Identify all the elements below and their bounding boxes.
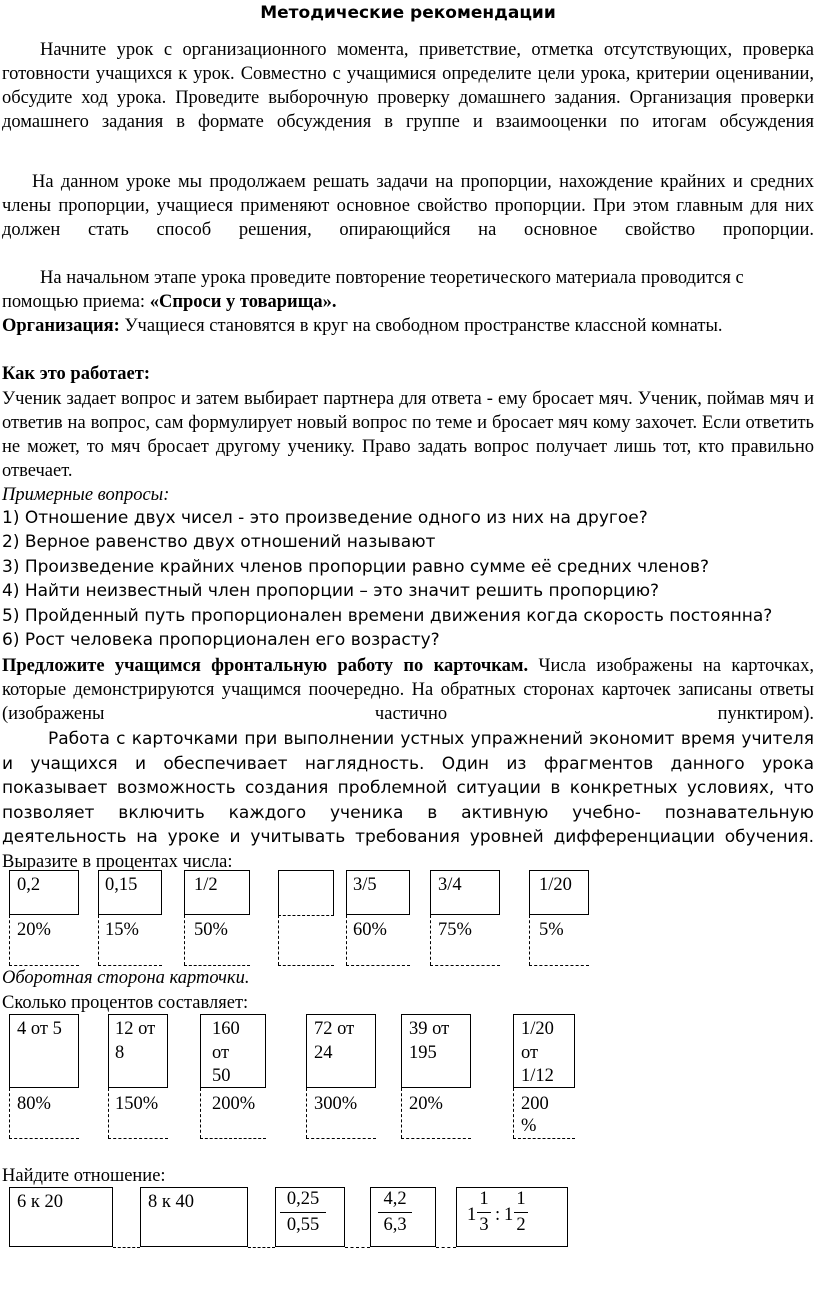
card-back-edge xyxy=(278,915,334,916)
card-back-text: 60% xyxy=(353,920,387,940)
card-front-text: 6 к 20 xyxy=(17,1192,63,1212)
fraction xyxy=(280,1189,326,1236)
mixed-number-whole: 1 xyxy=(504,1205,514,1225)
method-name: «Спроси у товарища». xyxy=(149,292,337,312)
card-back-text: 75% xyxy=(438,920,472,940)
fraction-denominator: 2 xyxy=(516,1215,526,1235)
card-back-edge xyxy=(513,1088,514,1138)
frontal-work-text: Числа изображены на карточках, которые демонстрируются учащимся поочередно. На обратных сторонах карточек записаны ответы (изображены частично пунктиром). xyxy=(2,656,814,724)
organization-paragraph xyxy=(2,314,814,338)
card-back-edge xyxy=(200,1088,201,1138)
card-front-text: 1/20 xyxy=(539,875,572,895)
card-front-text: 1/20 xyxy=(521,1019,554,1039)
card-back-edge xyxy=(108,1138,168,1139)
card-back-edge xyxy=(513,1138,575,1139)
card-front-text: 12 от xyxy=(115,1019,156,1039)
task1-label: Выразите в процентах числа: xyxy=(2,852,233,872)
card-back-edge xyxy=(9,915,10,965)
frontal-work-label: Предложите учащимся фронтальную работу по карточкам. xyxy=(2,656,529,676)
card-back-text: 50% xyxy=(194,920,228,940)
fraction-numerator: 0,25 xyxy=(286,1189,320,1209)
fraction-denominator: 6,3 xyxy=(383,1215,407,1235)
question-item: 5) Пройденный путь пропорционален времени движения когда скорость постоянна? xyxy=(2,606,773,626)
sample-questions-label: Примерные вопросы: xyxy=(2,485,170,505)
card-back-text: 200 xyxy=(521,1094,549,1114)
fraction xyxy=(477,1189,491,1236)
question-item: 1) Отношение двух чисел - это произведение одного из них на другое? xyxy=(2,508,648,528)
intro-paragraph: Начните урок с организационного момента, приветствие, отметка отсутствующих, проверка готовности учащихся к урок. Совместно с учащимися определите цели урока, критерии оценивании, обсудите ход урока. Проведите выборочную проверку домашнего задания. Организация проверки домашнего задания в формате обсуждения в группе и взаимооценки по итогам обсуждения xyxy=(2,40,814,132)
card-back-edge xyxy=(200,1138,266,1139)
card-back-edge xyxy=(108,1088,109,1138)
card-back-edge xyxy=(345,1247,370,1248)
card-back-edge xyxy=(430,915,431,965)
card-front-text: 8 xyxy=(115,1043,125,1063)
card-back-text: 5% xyxy=(539,920,564,940)
card-back-edge xyxy=(346,915,347,965)
card-front-text: 1/2 xyxy=(194,875,218,895)
card-back-edge xyxy=(306,1088,307,1138)
fraction-numerator: 4,2 xyxy=(383,1189,407,1209)
card-front-text: от xyxy=(521,1043,539,1063)
card-back-text: 20% xyxy=(409,1094,443,1114)
how-paragraph: Ученик задает вопрос и затем выбирает партнера для ответа - ему бросает мяч. Ученик, поймав мяч и ответив на вопрос, сам формулирует новый вопрос по теме и бросает мяч кому захочет. Если ответить не может, то мяч бросает другому ученику. Право задать вопрос получает лишь тот, кто правильно отвечает. xyxy=(2,389,814,481)
how-label: Как это работает: xyxy=(2,364,150,384)
proportion-paragraph: На данном уроке мы продолжаем решать задачи на пропорции, нахождение крайних и средних члены пропорции, учащиеся применяют основное свойство пропорции. При этом главным для них должен стать способ решения, опирающийся на основное свойство пропорции. xyxy=(2,172,814,240)
card-front-text: 50 xyxy=(212,1066,231,1086)
card-back-edge xyxy=(436,1247,456,1248)
fraction-bar xyxy=(378,1212,412,1213)
card-front-text: 3/5 xyxy=(353,875,377,895)
card-back-text: 15% xyxy=(105,920,139,940)
organization-label: Организация: xyxy=(2,316,120,336)
card-back-edge xyxy=(278,915,279,965)
card-front-text: 1/12 xyxy=(521,1066,554,1086)
page-title: Методические рекомендации xyxy=(260,3,556,23)
card-front-text: 72 от xyxy=(314,1019,355,1039)
card-back-edge xyxy=(9,1088,10,1138)
task3-label: Найдите отношение: xyxy=(2,1166,166,1186)
frontal-work-paragraph xyxy=(2,654,814,726)
card-back-text: 300% xyxy=(314,1094,358,1114)
fraction-denominator: 0,55 xyxy=(286,1215,320,1235)
card-front xyxy=(278,870,334,915)
card-back-text: % xyxy=(521,1116,537,1136)
card-back-edge xyxy=(401,1138,471,1139)
fraction xyxy=(378,1189,412,1236)
card-front-text: 4 от 5 xyxy=(17,1019,62,1039)
fraction-numerator: 1 xyxy=(479,1189,489,1209)
ratio-separator: : xyxy=(495,1205,501,1225)
card-back-text: 150% xyxy=(115,1094,159,1114)
task2-label: Сколько процентов составляет: xyxy=(2,993,249,1013)
card-back-edge xyxy=(401,1088,402,1138)
card-back-edge xyxy=(184,915,185,965)
fraction-bar xyxy=(280,1212,326,1213)
card-front-text: 24 xyxy=(314,1043,333,1063)
fraction-numerator: 1 xyxy=(516,1189,526,1209)
card-front-text: от xyxy=(212,1043,230,1063)
question-item: 2) Верное равенство двух отношений называют xyxy=(2,532,436,552)
card-back-edge xyxy=(529,915,530,965)
question-item: 6) Рост человека пропорционален его возрасту? xyxy=(2,630,440,650)
fraction xyxy=(514,1189,528,1236)
mixed-number-whole: 1 xyxy=(467,1205,477,1225)
card-back-edge xyxy=(9,1138,79,1139)
card-front-text: 160 xyxy=(212,1019,240,1039)
card-front-text: 8 к 40 xyxy=(148,1192,194,1212)
fraction-bar xyxy=(514,1212,528,1213)
back-side-caption: Оборотная сторона карточки. xyxy=(2,968,250,988)
method-text: На начальном этапе урока проведите повторение теоретического материала проводится с помощью приема: xyxy=(2,268,744,312)
card-back-edge xyxy=(248,1247,275,1248)
card-back-text: 200% xyxy=(212,1094,256,1114)
card-front-text: 39 от xyxy=(409,1019,450,1039)
card-front-text: 0,15 xyxy=(105,875,138,895)
fraction-denominator: 3 xyxy=(479,1215,489,1235)
method-paragraph xyxy=(2,266,814,314)
card-back-edge xyxy=(306,1138,376,1139)
card-front-text: 195 xyxy=(409,1043,437,1063)
organization-text: Учащиеся становятся в круг на свободном пространстве классной комнаты. xyxy=(119,316,723,336)
card-front-text: 3/4 xyxy=(438,875,462,895)
cards-work-paragraph: Работа с карточками при выполнении устных упражнений экономит время учителя и учащихся и обеспечивает наглядность. Один из фрагментов данного урока показывает возможность создания проблемной ситуации в конкретных условиях, что позволяет включить каждого ученика в активную учебно- познавательную деятельность на уроке и учитывать требования уровней дифференциации обучения. xyxy=(2,729,814,847)
question-item: 3) Произведение крайних членов пропорции равно сумме её средних членов? xyxy=(2,557,710,577)
card-back-text: 80% xyxy=(17,1094,51,1114)
card-back-text: 20% xyxy=(17,920,51,940)
card-back-edge xyxy=(113,1247,140,1248)
fraction-bar xyxy=(477,1212,491,1213)
question-item: 4) Найти неизвестный член пропорции – это значит решить пропорцию? xyxy=(2,581,660,601)
card-back-edge xyxy=(98,915,99,965)
card-front-text: 0,2 xyxy=(17,875,41,895)
